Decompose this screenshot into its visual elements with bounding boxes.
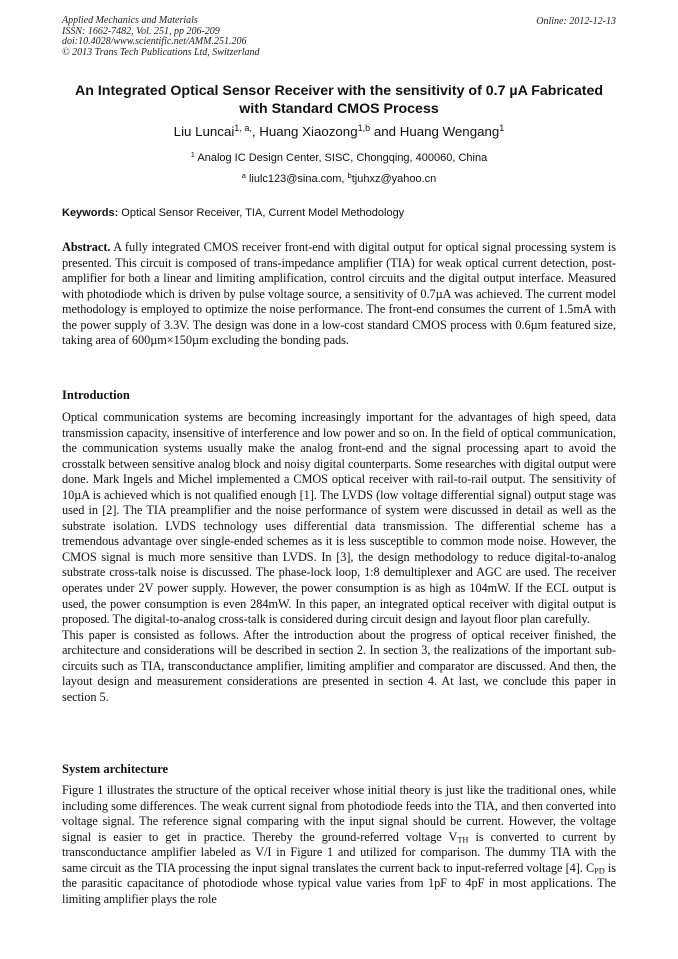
email-superscript: a [241, 170, 246, 180]
system-architecture-body [62, 783, 616, 907]
journal-header [62, 16, 260, 58]
journal-name: Applied Mechanics and Materials [62, 15, 198, 26]
author-name: , Huang Xiaozong [251, 124, 358, 139]
author-name: and Huang Wengang [370, 124, 500, 139]
email-superscript: b [347, 170, 352, 180]
author-superscript: 1 [499, 123, 505, 134]
affiliation-superscript: 1 [190, 149, 195, 159]
subscript: PD [594, 866, 605, 876]
email-link[interactable]: liulc123@sina.com, [245, 173, 348, 185]
online-date: Online: 2012-12-13 [536, 16, 616, 27]
intro-paragraph: This paper is consisted as follows. After the introduction about the progress of optical receiver finished, the architecture and considerations will be described in section 2. In section 3, the realizations of the important sub-circuits such as TIA, transconductance amplifier, limiting amplifier and comparator are discussed. And then, the layout design and measurement considerations are presented in section 4. At last, we conclude this paper in section 5. [62, 627, 616, 704]
author-superscript: 1,b [357, 123, 371, 134]
section-heading-introduction: Introduction [62, 388, 130, 402]
introduction-body [62, 410, 616, 705]
subscript: TH [457, 835, 469, 845]
abstract-label: Abstract. [62, 240, 111, 254]
keywords-text: Optical Sensor Receiver, TIA, Current Model Methodology [118, 207, 405, 219]
keywords [62, 206, 616, 220]
paper-title: An Integrated Optical Sensor Receiver with the sensitivity of 0.7 µA Fabricated with Standard CMOS Process [75, 83, 603, 117]
abstract-text: A fully integrated CMOS receiver front-end with digital output for optical signal processing system is presented. This circuit is composed of trans-impedance amplifier (TIA) for weak optical current detection, post-amplifier for both a linear and limiting amplification, control circuits and the digital output interface. Measured with photodiode which is driven by pulse voltage source, a sensitivity of 0.7µA was achieved. The current model methodology is employed to optimize the noise performance. The front-end consumes the current of 1.5mA with the power supply of 3.3V. The design was done in a low-cost standard CMOS process with 0.6µm featured size, taking area of 600µm×150µm excluding the bonding pads. [62, 240, 616, 348]
affiliation [62, 151, 616, 165]
keywords-label: Keywords: [62, 207, 119, 219]
author-name: Liu Luncai [173, 124, 235, 139]
author-superscript: 1, a, [234, 123, 252, 134]
doi-line: doi:10.4028/www.scientific.net/AMM.251.206 [62, 36, 247, 47]
body-text: Figure 1 illustrates the structure of the optical receiver whose initial theory is just like the traditional ones, while including some differences. The weak current signal from photodiode feeds into the TIA, and then converted into voltage signal. The reference signal comparing with the input signal should be current. However, the voltage signal is easier to get in practice. Thereby the ground-referred voltage V [62, 783, 616, 844]
body-text: is converted to current by transconductance amplifier labeled as V/I in Figure 1 and utilized for comparison. The dummy TIA with the same circuit as the TIA processing the input signal translates the current back to input-referred voltage [4]. C [62, 829, 616, 875]
copyright-line: © 2013 Trans Tech Publications Ltd, Switzerland [62, 46, 260, 58]
issn-line: ISSN: 1662-7482, Vol. 251, pp 206-209 [62, 25, 220, 37]
section-heading-system-architecture: System architecture [62, 762, 169, 776]
email-link[interactable]: tjuhxz@yahoo.cn [351, 173, 437, 185]
abstract [62, 240, 616, 349]
affiliation-text: Analog IC Design Center, SISC, Chongqing, 400060, China [194, 152, 488, 164]
intro-paragraph: Optical communication systems are becoming increasingly important for the advantages of high speed, data transmission capacity, insensitive of interference and low power and so on. In the field of optical communication, the communication systems usually make the analog front-end and the signal processing apart to avoid the crosstalk between sensitive analog block and noisy digital counterparts. Some researches with digital output were done. Mark Ingels and Michel implemented a CMOS optical receiver with rail-to-rail output. The sensitivity of 10µA is achieved which is not qualified enough [1]. The LVDS (low voltage differential signal) output stage was used in [2]. The TIA preamplifier and the noise performance of system were discussed in detail as well as the substrate isolation. LVDS technology uses differential data transmission. The differential scheme has a tremendous advantage over single-ended schemes as it is less susceptible to common mode noise. However, the CMOS signal is much more sensitive than LVDS. In [3], the design methodology to reduce digital-to-analog substrate cross-talk noise is discussed. The phase-lock loop, 1:8 demultiplexer and AGC are used. The receiver operates under 2V power supply. However, the power consumption is as high as 104mW. If the ECL output is used, the power consumption is even 284mW. In this paper, an integrated optical receiver with digital output is proposed. The digital-to-analog cross-talk is considered during circuit design and layout floor plan carefully. [62, 410, 616, 627]
body-text: is the parasitic capacitance of photodiode whose typical value varies from 1pF to 4pF in most applications. The limiting amplifier plays the role [62, 860, 616, 906]
author-list [62, 124, 616, 140]
author-emails [62, 172, 616, 186]
